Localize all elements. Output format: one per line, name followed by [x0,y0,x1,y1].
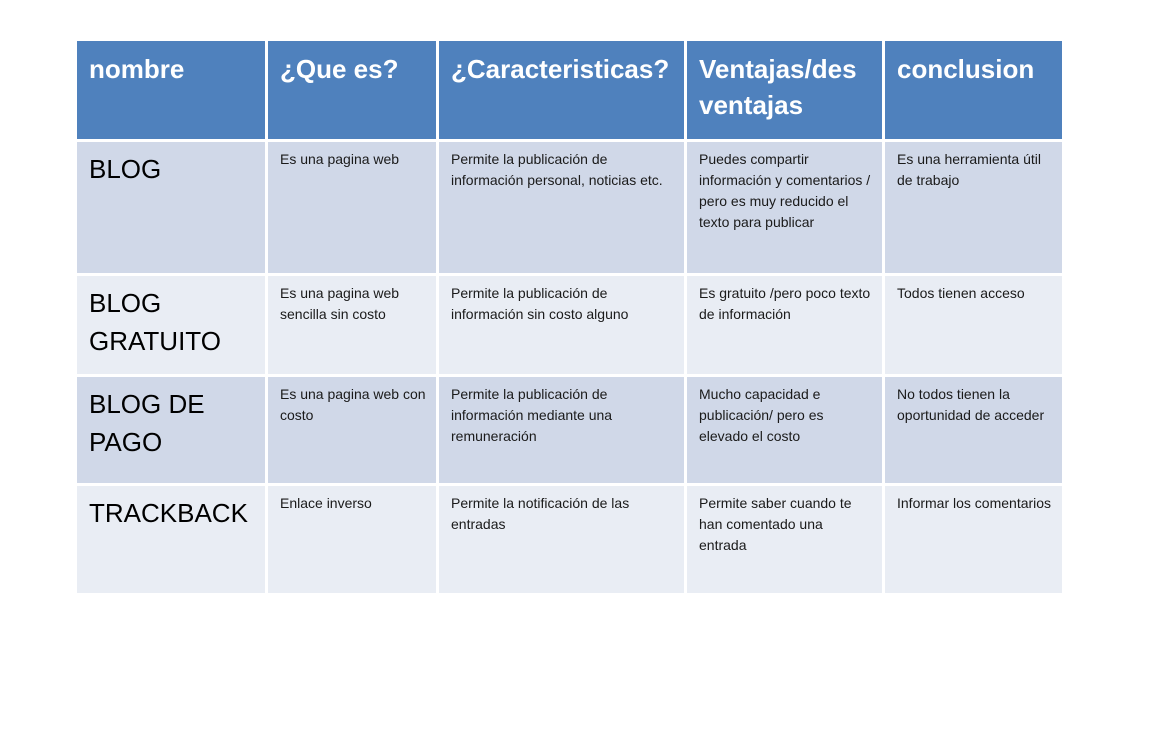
table-row [76,485,1064,595]
table-row [76,376,1064,485]
cell-nombre: BLOG DE PAGO [76,376,267,485]
cell-conclusion: Es una herramienta útil de trabajo [884,141,1064,275]
cell-ventajas: Puedes compartir información y comentarios / pero es muy reducido el texto para publicar [686,141,884,275]
comparison-table [74,38,1065,596]
header-que-es: ¿Que es? [267,40,438,141]
table-row [76,275,1064,376]
header-conclusion: conclusion [884,40,1064,141]
cell-que-es: Enlace inverso [267,485,438,595]
header-row [76,40,1064,141]
cell-ventajas: Mucho capacidad e publicación/ pero es elevado el costo [686,376,884,485]
cell-nombre: BLOG [76,141,267,275]
cell-que-es: Es una pagina web sencilla sin costo [267,275,438,376]
header-ventajas: Ventajas/des ventajas [686,40,884,141]
cell-caracteristicas: Permite la publicación de información personal, noticias etc. [438,141,686,275]
cell-caracteristicas: Permite la publicación de información sin costo alguno [438,275,686,376]
cell-conclusion: Informar los comentarios [884,485,1064,595]
cell-ventajas: Es gratuito /pero poco texto de información [686,275,884,376]
cell-conclusion: Todos tienen acceso [884,275,1064,376]
cell-nombre: TRACKBACK [76,485,267,595]
cell-que-es: Es una pagina web [267,141,438,275]
cell-que-es: Es una pagina web con costo [267,376,438,485]
cell-ventajas: Permite saber cuando te han comentado una entrada [686,485,884,595]
table-row [76,141,1064,275]
cell-nombre: BLOG GRATUITO [76,275,267,376]
cell-caracteristicas: Permite la notificación de las entradas [438,485,686,595]
cell-conclusion: No todos tienen la oportunidad de acceder [884,376,1064,485]
header-caracteristicas: ¿Caracteristicas? [438,40,686,141]
header-nombre: nombre [76,40,267,141]
cell-caracteristicas: Permite la publicación de información mediante una remuneración [438,376,686,485]
